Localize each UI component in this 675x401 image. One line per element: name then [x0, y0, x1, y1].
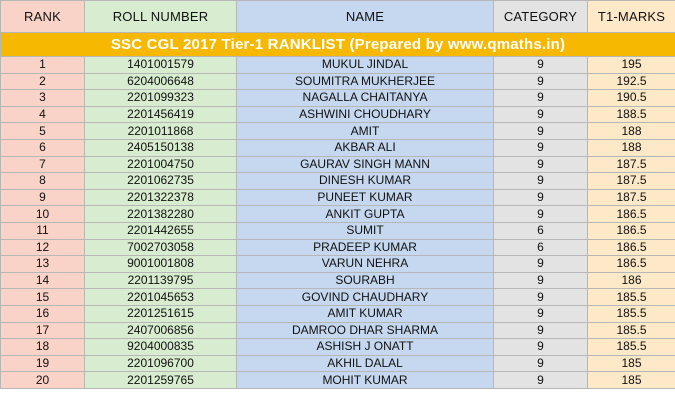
rank-cell: 5 — [1, 123, 85, 140]
roll-number-cell: 2201442655 — [85, 222, 237, 239]
name-cell: AKHIL DALAL — [237, 355, 494, 372]
roll-number-cell: 2201045653 — [85, 289, 237, 306]
table-row — [1, 339, 675, 356]
banner-row — [1, 33, 675, 57]
roll-number-cell: 2201011868 — [85, 123, 237, 140]
table-row — [1, 206, 675, 223]
rank-cell: 8 — [1, 173, 85, 190]
t1-marks-cell: 190.5 — [588, 90, 675, 107]
t1-marks-cell: 186.5 — [588, 206, 675, 223]
t1-marks-cell: 185.5 — [588, 289, 675, 306]
table-row — [1, 305, 675, 322]
name-cell: SOUMITRA MUKHERJEE — [237, 73, 494, 90]
name-cell: GAURAV SINGH MANN — [237, 156, 494, 173]
category-cell: 6 — [494, 222, 588, 239]
category-cell: 9 — [494, 73, 588, 90]
t1-marks-cell: 187.5 — [588, 156, 675, 173]
rank-cell: 19 — [1, 355, 85, 372]
t1-marks-cell: 185.5 — [588, 305, 675, 322]
roll-number-cell: 2201099323 — [85, 90, 237, 107]
table-row — [1, 106, 675, 123]
table-row — [1, 372, 675, 389]
table-row — [1, 173, 675, 190]
t1-marks-cell: 186.5 — [588, 256, 675, 273]
rank-cell: 15 — [1, 289, 85, 306]
t1-marks-cell: 187.5 — [588, 173, 675, 190]
category-cell: 9 — [494, 322, 588, 339]
rank-cell: 1 — [1, 57, 85, 74]
category-cell: 9 — [494, 289, 588, 306]
name-cell: AMIT — [237, 123, 494, 140]
category-cell: 9 — [494, 339, 588, 356]
table-row — [1, 57, 675, 74]
header-category: CATEGORY — [494, 1, 588, 33]
roll-number-cell: 6204006648 — [85, 73, 237, 90]
name-cell: AMIT KUMAR — [237, 305, 494, 322]
rank-cell: 4 — [1, 106, 85, 123]
roll-number-cell: 2405150138 — [85, 139, 237, 156]
table-row — [1, 239, 675, 256]
category-cell: 9 — [494, 123, 588, 140]
name-cell: SOURABH — [237, 272, 494, 289]
table-row — [1, 156, 675, 173]
name-cell: AKBAR ALI — [237, 139, 494, 156]
header-rank: RANK — [1, 1, 85, 33]
name-cell: MOHIT KUMAR — [237, 372, 494, 389]
roll-number-cell: 9001001808 — [85, 256, 237, 273]
roll-number-cell: 1401001579 — [85, 57, 237, 74]
t1-marks-cell: 186 — [588, 272, 675, 289]
roll-number-cell: 7002703058 — [85, 239, 237, 256]
t1-marks-cell: 188 — [588, 123, 675, 140]
name-cell: MUKUL JINDAL — [237, 57, 494, 74]
rank-cell: 6 — [1, 139, 85, 156]
t1-marks-cell: 185.5 — [588, 339, 675, 356]
t1-marks-cell: 185 — [588, 355, 675, 372]
rank-cell: 9 — [1, 189, 85, 206]
category-cell: 9 — [494, 206, 588, 223]
roll-number-cell: 2201456419 — [85, 106, 237, 123]
name-cell: ASHISH J ONATT — [237, 339, 494, 356]
roll-number-cell: 2201259765 — [85, 372, 237, 389]
table-row — [1, 256, 675, 273]
rank-cell: 17 — [1, 322, 85, 339]
name-cell: SUMIT — [237, 222, 494, 239]
roll-number-cell: 9204000835 — [85, 339, 237, 356]
roll-number-cell: 2201251615 — [85, 305, 237, 322]
category-cell: 9 — [494, 189, 588, 206]
ranklist-banner: SSC CGL 2017 Tier-1 RANKLIST (Prepared by www.qmaths.in) — [1, 33, 675, 57]
header-name: NAME — [237, 1, 494, 33]
roll-number-cell: 2201004750 — [85, 156, 237, 173]
table-row — [1, 123, 675, 140]
category-cell: 9 — [494, 173, 588, 190]
category-cell: 9 — [494, 90, 588, 107]
category-cell: 9 — [494, 256, 588, 273]
rank-cell: 11 — [1, 222, 85, 239]
category-cell: 9 — [494, 57, 588, 74]
category-cell: 9 — [494, 272, 588, 289]
roll-number-cell: 2201382280 — [85, 206, 237, 223]
rank-cell: 3 — [1, 90, 85, 107]
name-cell: GOVIND CHAUDHARY — [237, 289, 494, 306]
rank-cell: 7 — [1, 156, 85, 173]
roll-number-cell: 2201322378 — [85, 189, 237, 206]
table-row — [1, 139, 675, 156]
t1-marks-cell: 186.5 — [588, 239, 675, 256]
table-row — [1, 355, 675, 372]
name-cell: ASHWINI CHOUDHARY — [237, 106, 494, 123]
name-cell: NAGALLA CHAITANYA — [237, 90, 494, 107]
t1-marks-cell: 188 — [588, 139, 675, 156]
table-row — [1, 73, 675, 90]
name-cell: DINESH KUMAR — [237, 173, 494, 190]
t1-marks-cell: 185 — [588, 372, 675, 389]
rank-cell: 10 — [1, 206, 85, 223]
name-cell: VARUN NEHRA — [237, 256, 494, 273]
table-row — [1, 189, 675, 206]
t1-marks-cell: 185.5 — [588, 322, 675, 339]
category-cell: 6 — [494, 239, 588, 256]
name-cell: ANKIT GUPTA — [237, 206, 494, 223]
name-cell: PUNEET KUMAR — [237, 189, 494, 206]
roll-number-cell: 2201096700 — [85, 355, 237, 372]
category-cell: 9 — [494, 106, 588, 123]
roll-number-cell: 2407006856 — [85, 322, 237, 339]
table-row — [1, 289, 675, 306]
header-t1-marks: T1-MARKS — [588, 1, 675, 33]
category-cell: 9 — [494, 305, 588, 322]
roll-number-cell: 2201139795 — [85, 272, 237, 289]
category-cell: 9 — [494, 156, 588, 173]
category-cell: 9 — [494, 372, 588, 389]
rank-cell: 14 — [1, 272, 85, 289]
category-cell: 9 — [494, 355, 588, 372]
header-roll-number: ROLL NUMBER — [85, 1, 237, 33]
t1-marks-cell: 187.5 — [588, 189, 675, 206]
table-row — [1, 90, 675, 107]
rank-cell: 16 — [1, 305, 85, 322]
table-row — [1, 222, 675, 239]
name-cell: PRADEEP KUMAR — [237, 239, 494, 256]
rank-cell: 12 — [1, 239, 85, 256]
name-cell: DAMROO DHAR SHARMA — [237, 322, 494, 339]
table-row — [1, 322, 675, 339]
table-row — [1, 272, 675, 289]
roll-number-cell: 2201062735 — [85, 173, 237, 190]
rank-cell: 13 — [1, 256, 85, 273]
t1-marks-cell: 192.5 — [588, 73, 675, 90]
rank-cell: 20 — [1, 372, 85, 389]
rank-cell: 2 — [1, 73, 85, 90]
t1-marks-cell: 188.5 — [588, 106, 675, 123]
header-row — [1, 1, 675, 33]
category-cell: 9 — [494, 139, 588, 156]
rank-cell: 18 — [1, 339, 85, 356]
t1-marks-cell: 186.5 — [588, 222, 675, 239]
t1-marks-cell: 195 — [588, 57, 675, 74]
